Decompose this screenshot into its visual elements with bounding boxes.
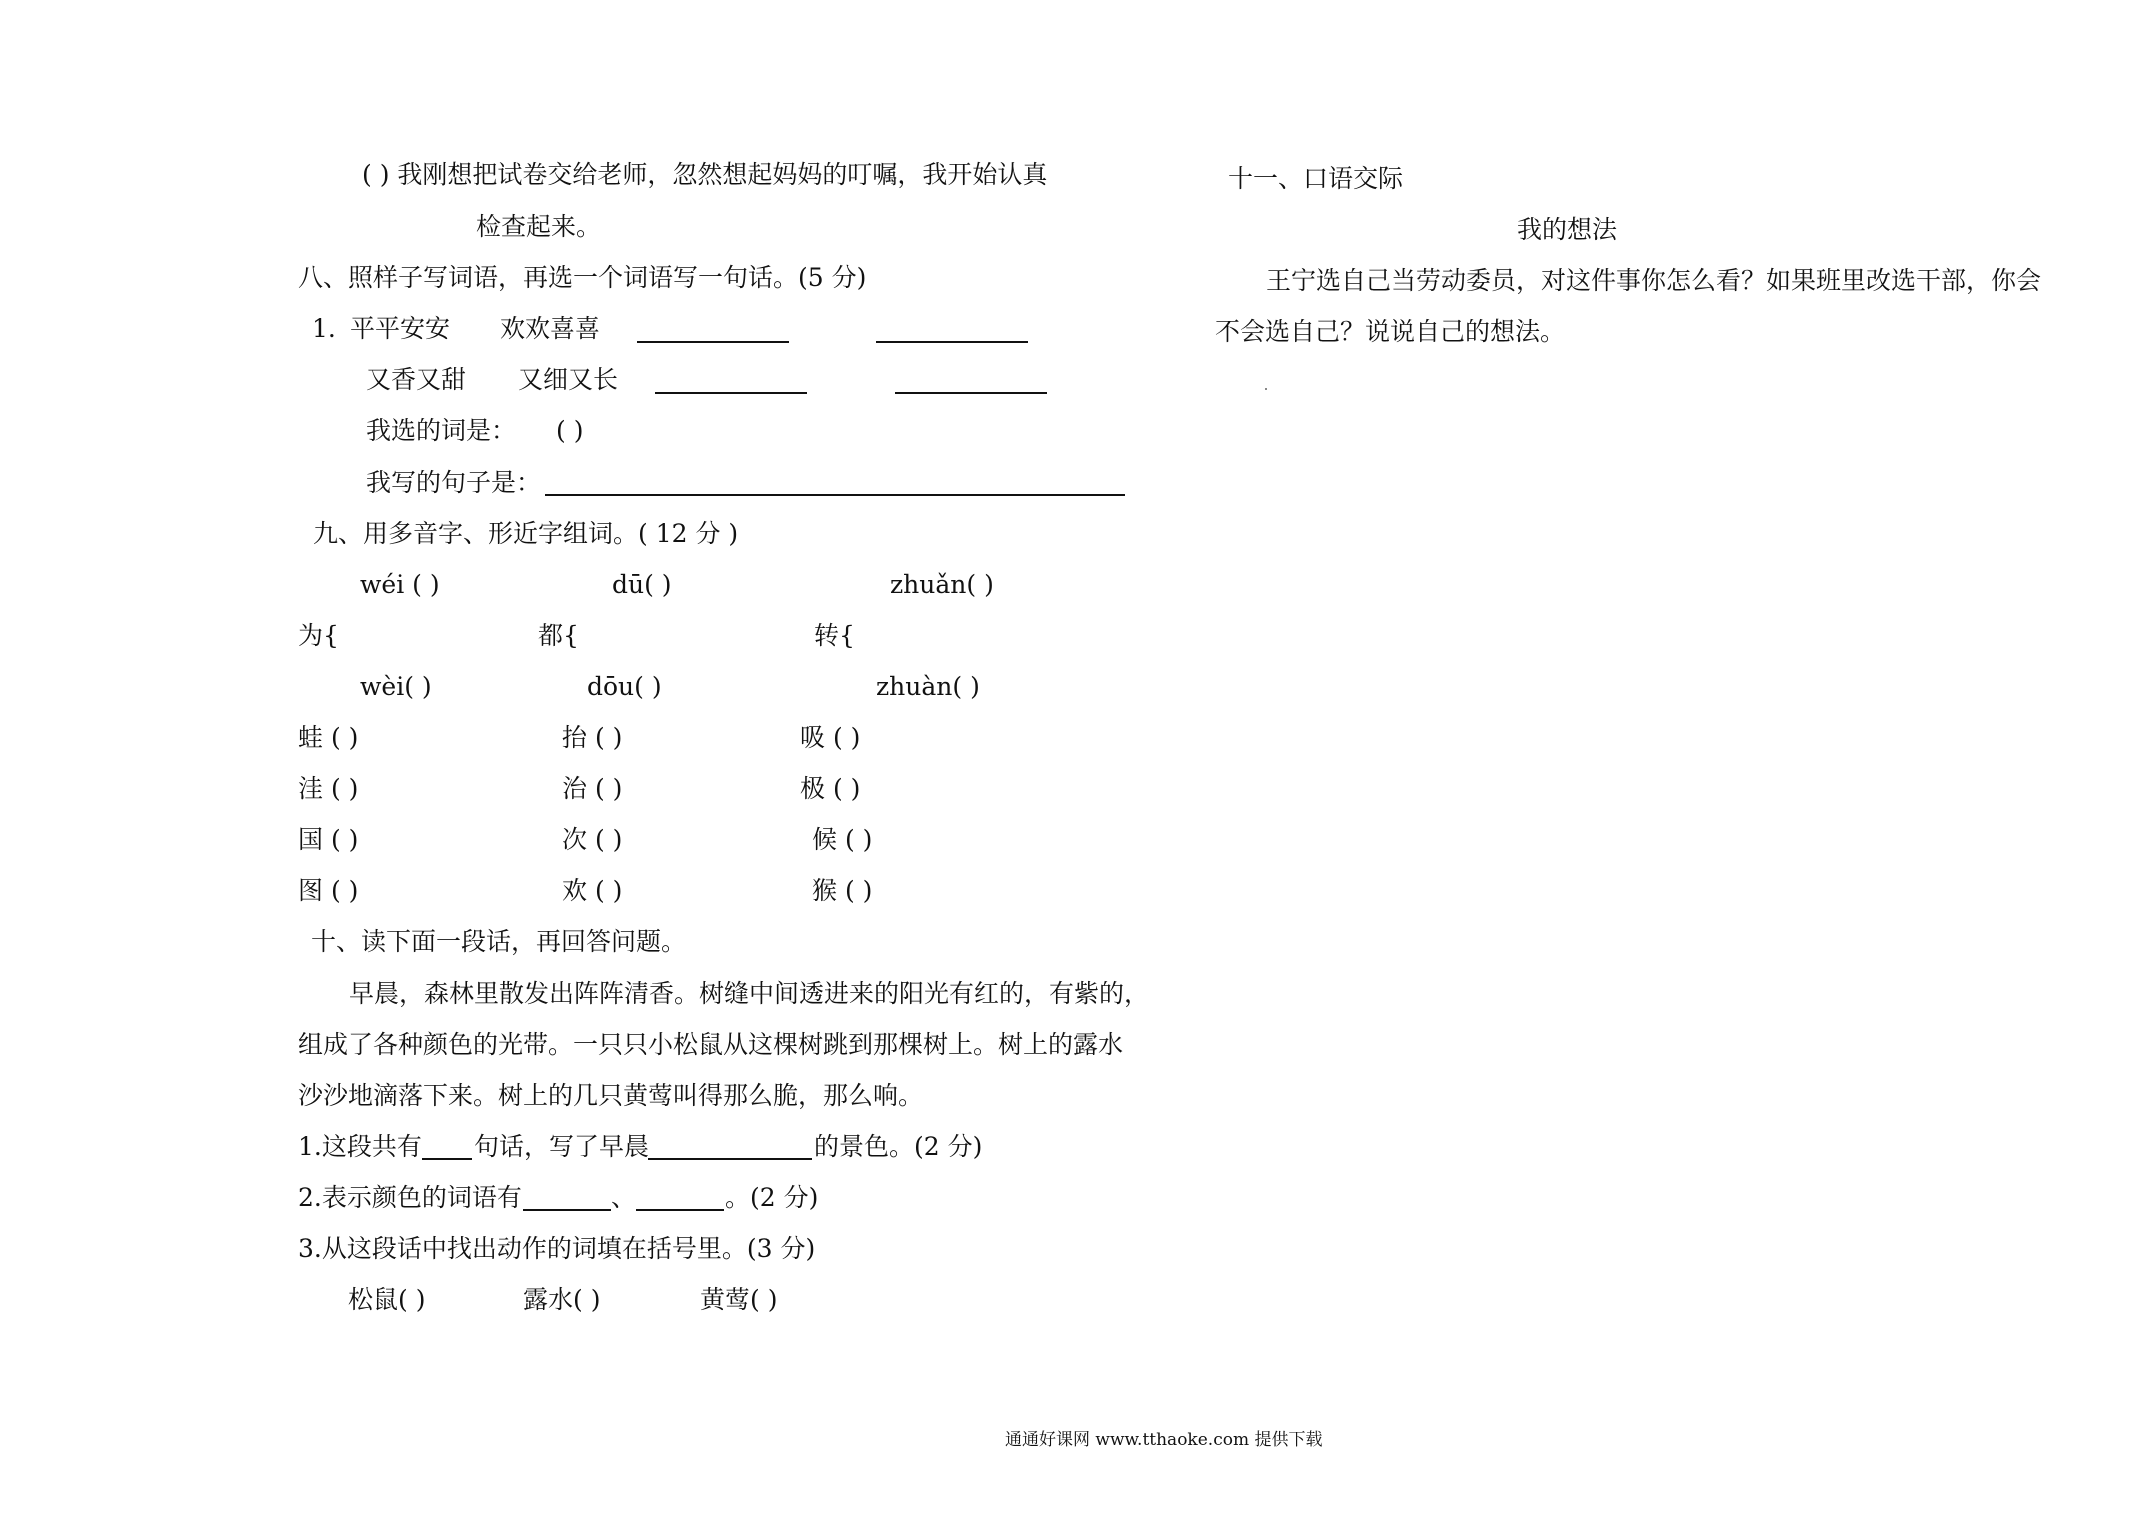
q10-3-item-oriole[interactable]: 黄莺( ) [700, 1285, 778, 1314]
q11-prompt-line-1: 王宁选自己当劳动委员，对这件事你怎么看？如果班里改选干部，你会 [1266, 266, 2042, 295]
char-zhuan: 转{ [814, 621, 855, 650]
passage-line-3: 沙沙地滴落下来。树上的几只黄莺叫得那么脆，那么响。 [298, 1081, 924, 1110]
stray-dot [1265, 388, 1267, 390]
passage-line-2: 组成了各种颜色的光带。一只只小松鼠从这棵树跳到那棵树上。树上的露水 [298, 1030, 1124, 1059]
similar-r4-c2[interactable]: 欢 ( ) [562, 876, 623, 905]
q7-line1: ( ) 我刚想把试卷交给老师，忽然想起妈妈的叮嘱，我开始认真 [362, 160, 1048, 189]
q8-choose-label: 我选的词是： [366, 416, 517, 445]
similar-r3-c2[interactable]: 次 ( ) [562, 825, 623, 854]
similar-r2-c1[interactable]: 洼 ( ) [298, 774, 359, 803]
q11-prompt-line-2: 不会选自己？说说自己的想法。 [1215, 317, 1566, 346]
q8-choose-paren[interactable]: ( ) [556, 416, 584, 445]
similar-r4-c1[interactable]: 图 ( ) [298, 876, 359, 905]
q8-blank-2[interactable] [876, 341, 1028, 343]
q10-title: 十、读下面一段话，再回答问题。 [311, 927, 687, 956]
q8-example-3: 又香又甜 [366, 365, 467, 394]
passage-line-1: 早晨，森林里散发出阵阵清香。树缝中间透进来的阳光有红的，有紫的， [349, 979, 1150, 1008]
q8-example-1: 平平安安 [350, 314, 451, 343]
q8-sentence-label: 我写的句子是： [366, 468, 542, 497]
similar-r2-c2[interactable]: 治 ( ) [562, 774, 623, 803]
q9-title: 九、用多音字、形近字组词。( 12 分 ) [313, 519, 739, 548]
q11-subtitle: 我的想法 [1517, 215, 1618, 244]
q10-2-part-a: 2.表示颜色的词语有 [298, 1183, 522, 1212]
q8-blank-1[interactable] [637, 341, 789, 343]
q8-title: 八、照样子写词语，再选一个词语写一句话。(5 分) [298, 263, 867, 292]
footer-source: 通通好课网 www.tthaoke.com 提供下载 [1005, 1430, 1323, 1450]
q10-1-blank-count[interactable] [422, 1158, 472, 1160]
similar-r1-c1[interactable]: 蛙 ( ) [298, 723, 359, 752]
q10-1-part-c: 的景色。(2 分) [814, 1132, 983, 1161]
q11-title: 十一、口语交际 [1228, 164, 1404, 193]
pinyin-wei-upper[interactable]: wéi ( ) [360, 570, 440, 599]
q10-3-item-squirrel[interactable]: 松鼠( ) [348, 1285, 426, 1314]
pinyin-du-lower[interactable]: dōu( ) [587, 672, 662, 701]
q10-2-blank-2[interactable] [636, 1209, 724, 1211]
pinyin-zhuan-lower[interactable]: zhuàn( ) [876, 672, 980, 701]
q8-blank-3[interactable] [655, 392, 807, 394]
q10-1-part-a: 1.这段共有 [298, 1132, 422, 1161]
q8-example-2: 欢欢喜喜 [500, 314, 601, 343]
pinyin-du-upper[interactable]: dū( ) [612, 570, 672, 599]
similar-r1-c3[interactable]: 吸 ( ) [800, 723, 861, 752]
q10-1-part-b: 句话，写了早晨 [474, 1132, 650, 1161]
q10-3-item-dew[interactable]: 露水( ) [523, 1285, 601, 1314]
pinyin-wei-lower[interactable]: wèi( ) [360, 672, 432, 701]
q10-2-blank-1[interactable] [523, 1209, 611, 1211]
similar-r1-c2[interactable]: 抬 ( ) [562, 723, 623, 752]
pinyin-zhuan-upper[interactable]: zhuǎn( ) [890, 570, 994, 599]
char-wei: 为{ [298, 621, 339, 650]
q8-blank-4[interactable] [895, 392, 1047, 394]
q10-2-part-b: 、 [611, 1183, 637, 1212]
q10-2-part-c: 。(2 分) [725, 1183, 819, 1212]
q8-example-4: 又细又长 [518, 365, 619, 394]
q10-3-title: 3.从这段话中找出动作的词填在括号里。(3 分) [298, 1234, 816, 1263]
q8-sentence-blank[interactable] [545, 494, 1125, 496]
q8-number: 1. [312, 314, 336, 343]
q10-1-blank-scene[interactable] [648, 1158, 812, 1160]
similar-r3-c3[interactable]: 候 ( ) [812, 825, 873, 854]
q7-line2: 检查起来。 [476, 212, 602, 241]
similar-r2-c3[interactable]: 极 ( ) [800, 774, 861, 803]
char-du: 都{ [538, 621, 579, 650]
similar-r4-c3[interactable]: 猴 ( ) [812, 876, 873, 905]
similar-r3-c1[interactable]: 国 ( ) [298, 825, 359, 854]
